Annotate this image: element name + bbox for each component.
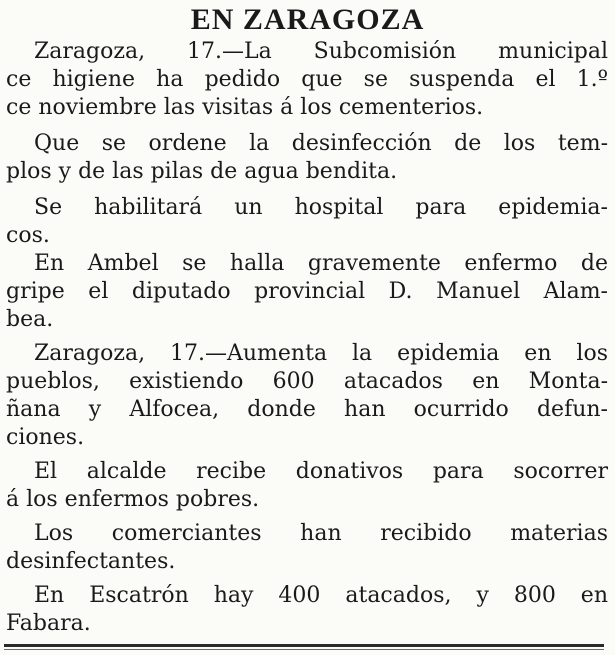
text-line: plos y de las pilas de agua bendita. xyxy=(6,159,398,184)
text-line: bea. xyxy=(6,307,54,332)
bottom-rule xyxy=(4,644,604,647)
text-line: En Escatrón hay 400 atacados, y 800 en xyxy=(34,583,608,608)
text-line: cos. xyxy=(6,223,50,248)
text-line: Zaragoza, 17.—La Subcomisión municipal xyxy=(34,39,608,64)
text-line: desinfectantes. xyxy=(6,549,176,574)
text-line: gripe el diputado provincial D. Manuel Alam- xyxy=(6,279,608,304)
text-line: Se habilitará un hospital para epidemia- xyxy=(34,195,608,220)
bottom-rule-thin xyxy=(4,649,604,650)
text-line: Fabara. xyxy=(6,611,91,636)
text-line: En Ambel se halla gravemente enfermo de xyxy=(34,251,608,276)
text-line: Que se ordene la desinfección de los tem- xyxy=(34,131,608,156)
text-line: ce noviembre las visitas á los cementerios. xyxy=(6,95,484,120)
text-line: á los enfermos pobres. xyxy=(6,487,260,512)
text-line: ñana y Alfocea, donde han ocurrido defun- xyxy=(6,397,608,422)
text-line: ce higiene ha pedido que se suspenda el 1.º xyxy=(6,67,608,92)
text-line: Zaragoza, 17.—Aumenta la epidemia en los xyxy=(34,341,608,366)
text-line: ciones. xyxy=(6,425,85,450)
text-line: El alcalde recibe donativos para socorrer xyxy=(34,459,608,484)
headline: EN ZARAGOZA xyxy=(190,3,425,36)
text-line: pueblos, existiendo 600 atacados en Monta- xyxy=(6,369,608,394)
text-line: Los comerciantes han recibido materias xyxy=(34,521,608,546)
